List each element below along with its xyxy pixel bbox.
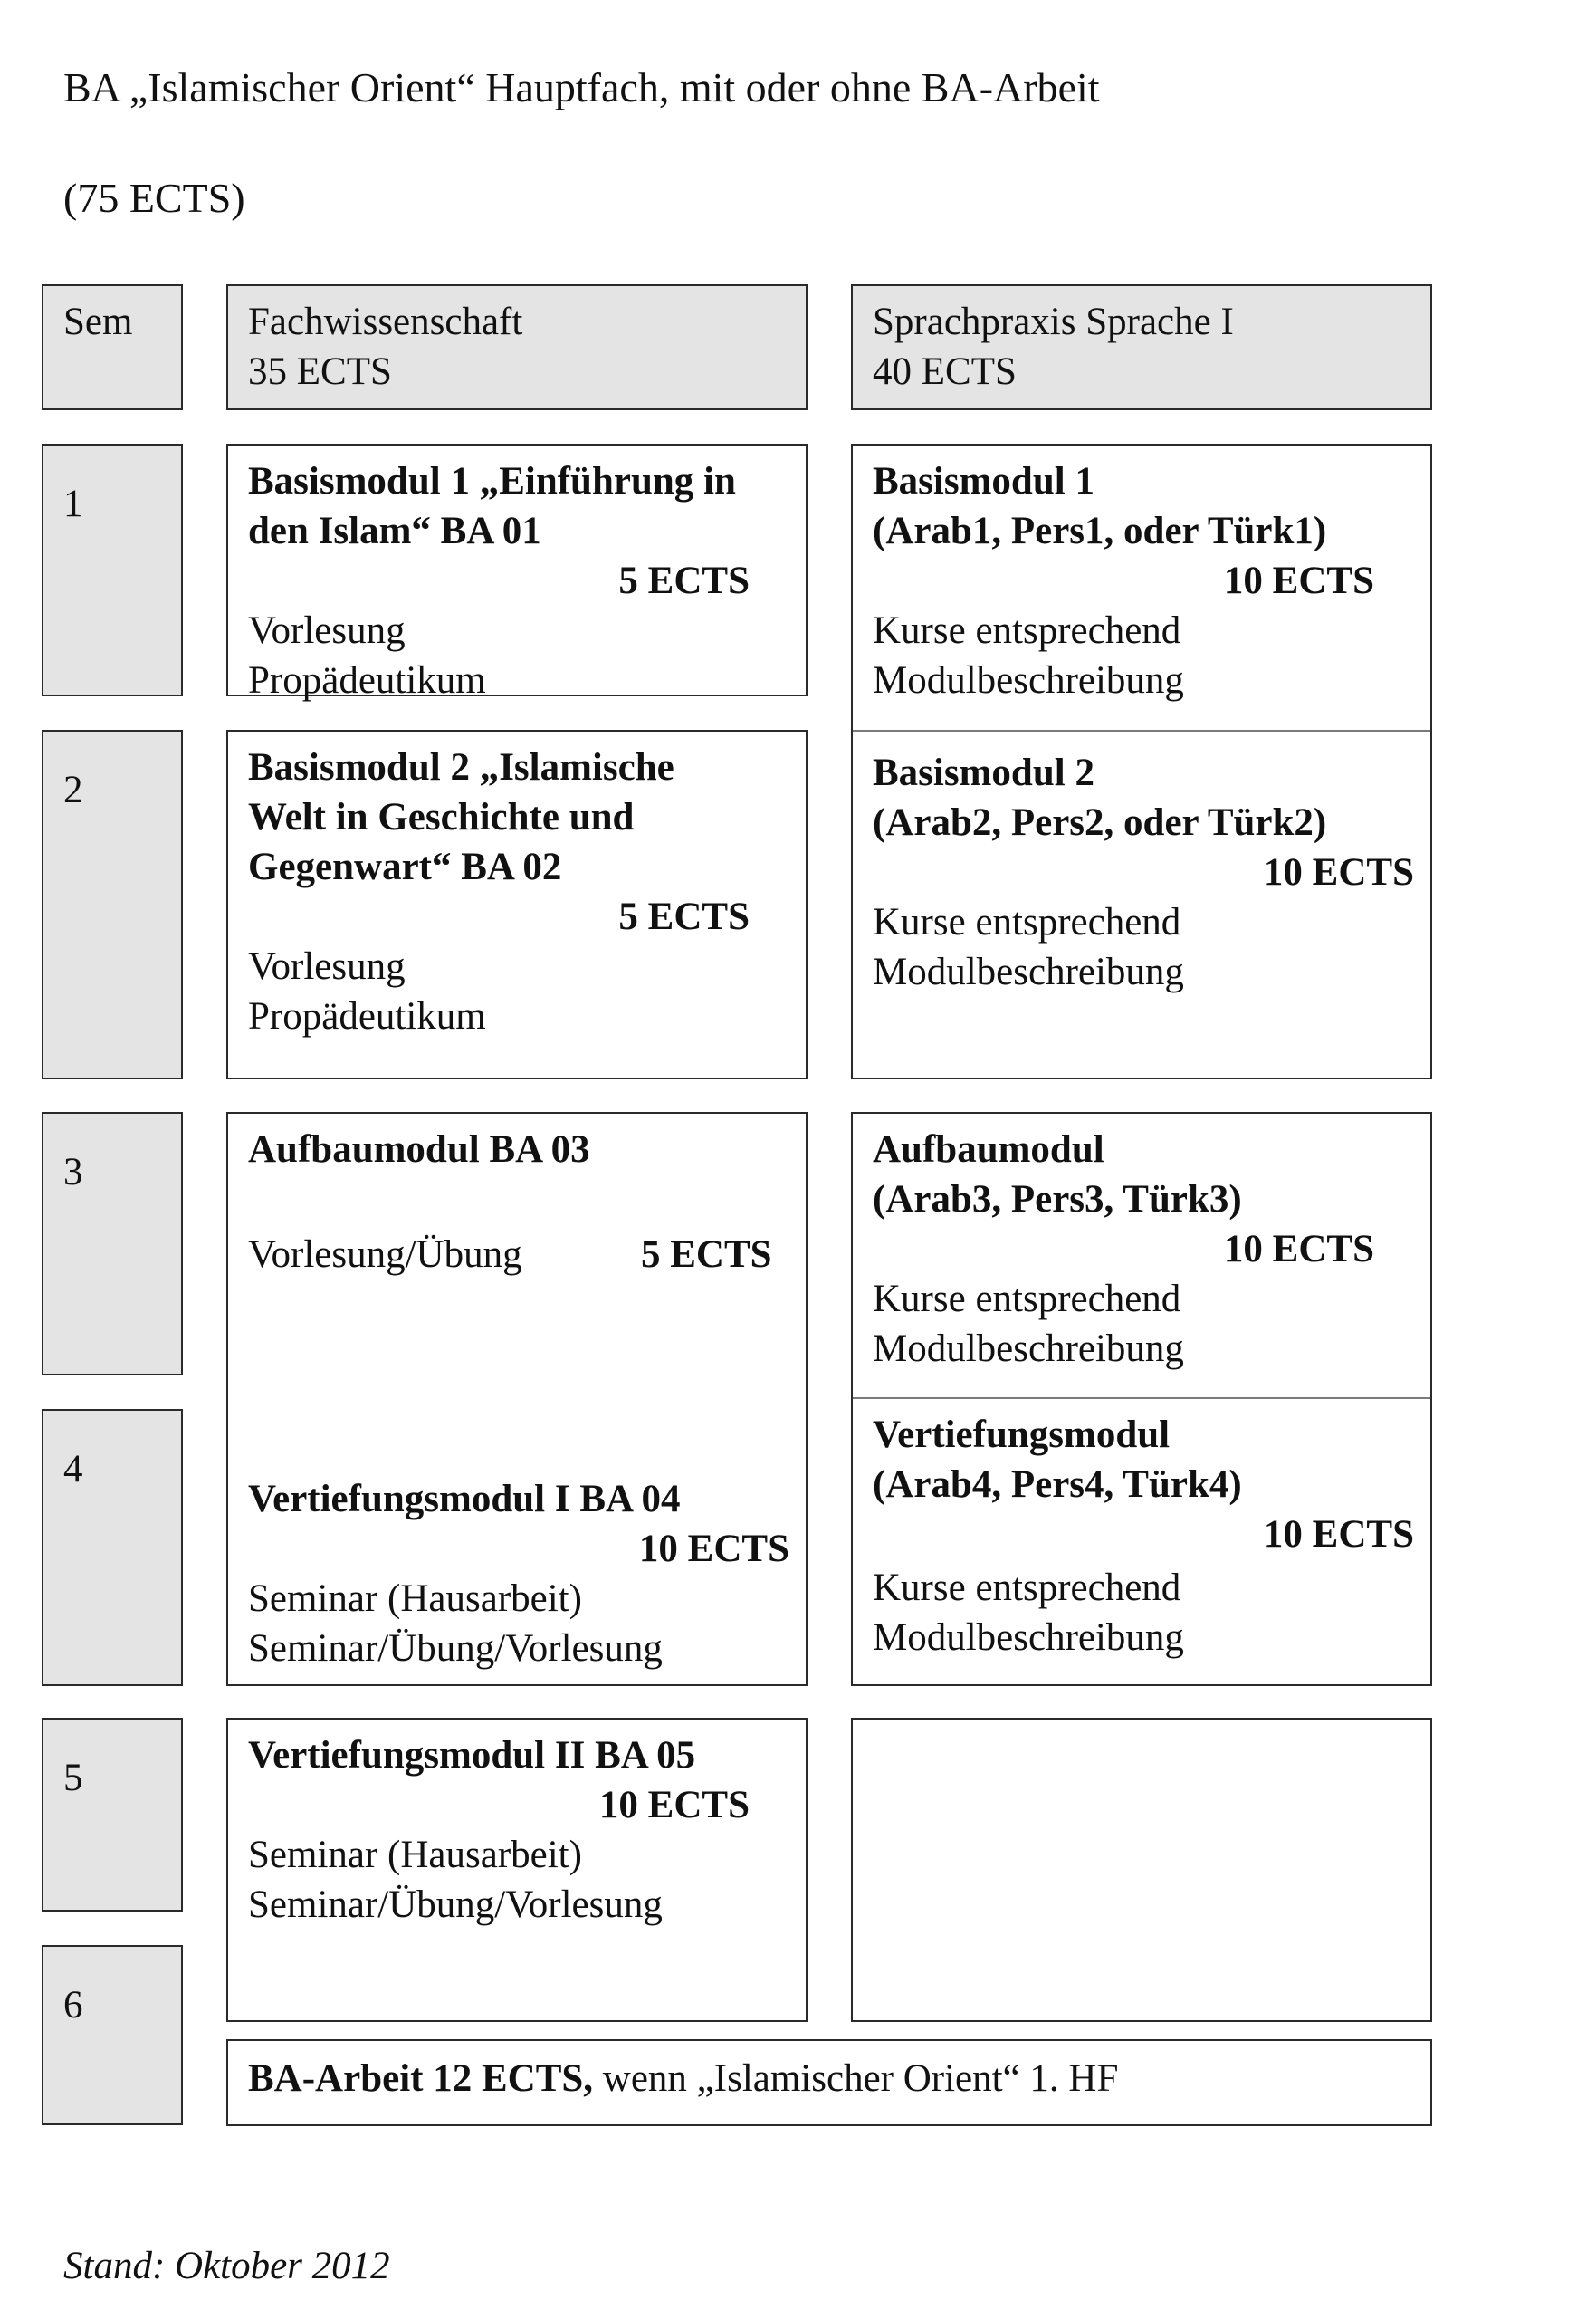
header-sem-label: Sem	[63, 301, 133, 343]
module-title: Basismodul 2	[873, 752, 1094, 794]
module-languages: (Arab3, Pers3, Türk3)	[873, 1178, 1242, 1221]
module-line: Vorlesung	[248, 609, 406, 652]
module-ects: 10 ECTS	[1223, 1228, 1374, 1270]
header-sprachpraxis	[851, 284, 1432, 410]
document-footer: Stand: Oktober 2012	[63, 2245, 390, 2287]
module-ects: 10 ECTS	[1263, 1513, 1414, 1556]
module-languages: (Arab1, Pers1, oder Türk1)	[873, 510, 1327, 552]
semester-number: 2	[63, 769, 83, 811]
module-line: Modulbeschreibung	[873, 1327, 1184, 1370]
header-fachwissenschaft	[226, 284, 808, 410]
module-ects: 10 ECTS	[638, 1528, 789, 1570]
module-title: den Islam“ BA 01	[248, 510, 541, 552]
semester-cell-5	[42, 1718, 183, 1912]
sprach-aufbau-block	[851, 1112, 1432, 1686]
sprach-basismodul-2	[853, 748, 1470, 997]
module-ects: 5 ECTS	[618, 896, 750, 938]
semester-number: 1	[63, 483, 83, 525]
module-title: Gegenwart“ BA 02	[248, 846, 562, 888]
semester-cell-6	[42, 1945, 183, 2125]
module-title: Basismodul 1 „Einführung in	[248, 460, 736, 503]
module-line: Modulbeschreibung	[873, 951, 1184, 993]
module-title: Vertiefungsmodul I BA 04	[248, 1478, 681, 1520]
module-line: Modulbeschreibung	[873, 1616, 1184, 1659]
module-title: Basismodul 1	[873, 460, 1094, 503]
module-line: Seminar (Hausarbeit)	[248, 1577, 582, 1620]
semester-cell-4	[42, 1409, 183, 1686]
module-line: Seminar/Übung/Vorlesung	[248, 1883, 663, 1926]
module-ects: 10 ECTS	[1263, 851, 1414, 894]
header-col2-title: Sprachpraxis Sprache I	[873, 301, 1234, 343]
header-col1-ects: 35 ECTS	[248, 350, 392, 393]
module-divider	[853, 730, 1430, 732]
module-title: Vertiefungsmodul	[873, 1413, 1171, 1456]
module-line-row	[248, 1230, 786, 1279]
ba-arbeit-row	[226, 2039, 1432, 2126]
module-ects: 5 ECTS	[641, 1233, 772, 1276]
module-line: Propädeutikum	[248, 659, 486, 702]
module-line: Modulbeschreibung	[873, 659, 1184, 702]
semester-cell-2	[42, 730, 183, 1079]
module-line: Propädeutikum	[248, 995, 486, 1038]
module-line: Kurse entsprechend	[873, 901, 1181, 944]
semester-number: 4	[63, 1448, 83, 1490]
module-title: Welt in Geschichte und	[248, 796, 635, 838]
module-line: Vorlesung	[248, 945, 406, 988]
fach-vertiefungsmodul-1	[228, 1474, 846, 1673]
sprach-basismodul-1	[853, 446, 1430, 705]
module-divider	[853, 1397, 1430, 1399]
document-title: BA „Islamischer Orient“ Hauptfach, mit oder ohne BA-Arbeit	[63, 64, 1100, 110]
semester-cell-1	[42, 444, 183, 696]
header-sem-cell	[42, 284, 183, 410]
module-languages: (Arab4, Pers4, Türk4)	[873, 1463, 1242, 1506]
module-languages: (Arab2, Pers2, oder Türk2)	[873, 801, 1327, 844]
module-ects: 5 ECTS	[618, 560, 750, 602]
header-col1-title: Fachwissenschaft	[248, 301, 523, 343]
module-line: Seminar (Hausarbeit)	[248, 1834, 582, 1876]
module-title: Aufbaumodul	[873, 1128, 1104, 1171]
module-line: Kurse entsprechend	[873, 1567, 1181, 1609]
sprach-basis-block	[851, 444, 1432, 1079]
fach-aufbau-vertiefung-block	[226, 1112, 808, 1686]
module-title: Aufbaumodul BA 03	[248, 1128, 590, 1171]
semester-cell-3	[42, 1112, 183, 1375]
thesis-ects: BA-Arbeit 12 ECTS,	[248, 2057, 594, 2100]
semester-number: 3	[63, 1151, 83, 1193]
module-title: Basismodul 2 „Islamische	[248, 746, 674, 789]
module-title: Vertiefungsmodul II BA 05	[248, 1734, 696, 1777]
module-ects: 10 ECTS	[1223, 560, 1374, 602]
fach-vertiefungsmodul-2	[226, 1718, 808, 2022]
fach-basismodul-2	[226, 730, 808, 1079]
module-line: Kurse entsprechend	[873, 1278, 1181, 1320]
module-line: Kurse entsprechend	[873, 609, 1181, 652]
semester-number: 5	[63, 1757, 83, 1799]
sprach-empty-cell	[851, 1718, 1432, 2022]
module-ects: 10 ECTS	[598, 1784, 750, 1826]
module-line: Vorlesung/Übung	[248, 1233, 522, 1276]
thesis-condition: wenn „Islamischer Orient“ 1. HF	[593, 2057, 1119, 2100]
semester-number: 6	[63, 1984, 83, 2027]
sprach-aufbaumodul	[853, 1114, 1430, 1374]
document-subtitle: (75 ECTS)	[63, 175, 245, 221]
header-col2-ects: 40 ECTS	[873, 350, 1017, 393]
sprach-vertiefungsmodul	[853, 1410, 1470, 1663]
module-line: Seminar/Übung/Vorlesung	[248, 1627, 663, 1670]
fach-basismodul-1	[226, 444, 808, 702]
